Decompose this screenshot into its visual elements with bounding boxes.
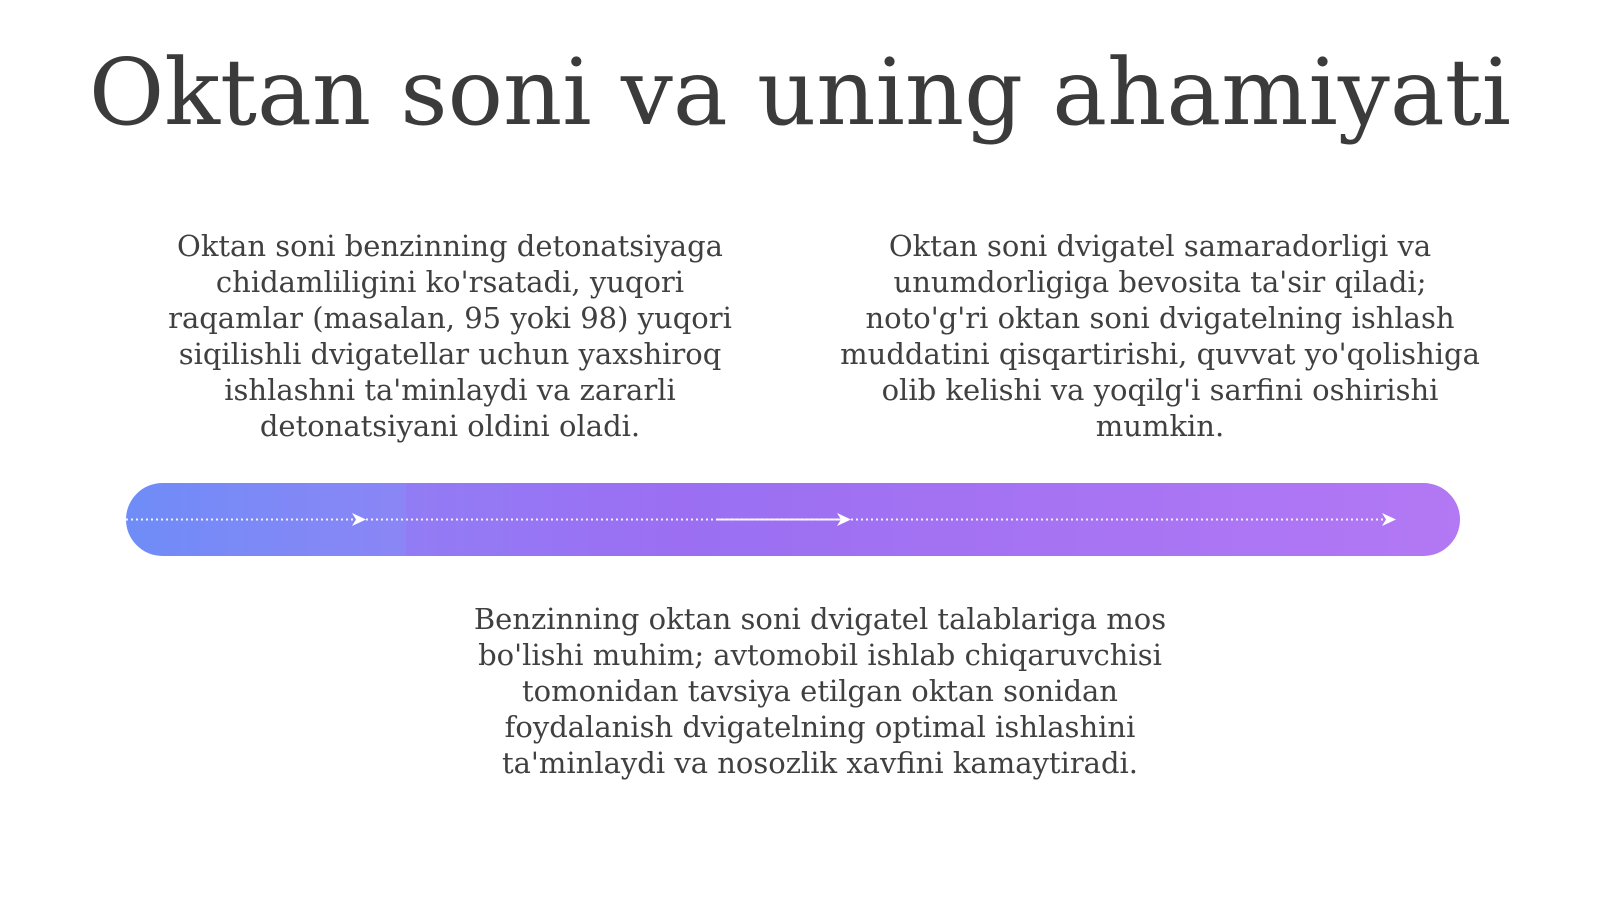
right-paragraph: Oktan soni dvigatel samaradorligi va unumdorligiga bevosita ta'sir qiladi; noto'g'ri oktan soni dvigatelning ishlash muddatini qisqartirishi, quvvat yo'qolishiga olib kelishi va yoqilg'i sarfini oshirishi mumkin. [840,229,1480,443]
timeline-bar-graphic [126,483,1460,556]
slide-title: Oktan soni va uning ahamiyati [88,39,1512,146]
timeline-bar [126,483,1460,556]
bottom-paragraph: Benzinning oktan soni dvigatel talablariga mos bo'lishi muhim; avtomobil ishlab chiqaruvchisi tomonidan tavsiya etilgan oktan sonidan foydalanish dvigatelning optimal ishlashini ta'minlaydi va nosozlik xavfini kamaytiradi. [473,602,1167,780]
left-paragraph: Oktan soni benzinning detonatsiyaga chidamliligini ko'rsatadi, yuqori raqamlar (masalan, 95 yoki 98) yuqori siqilishli dvigatellar uchun yaxshiroq ishlashni ta'minlaydi va zararli detonatsiyani oldini oladi. [168,229,732,443]
